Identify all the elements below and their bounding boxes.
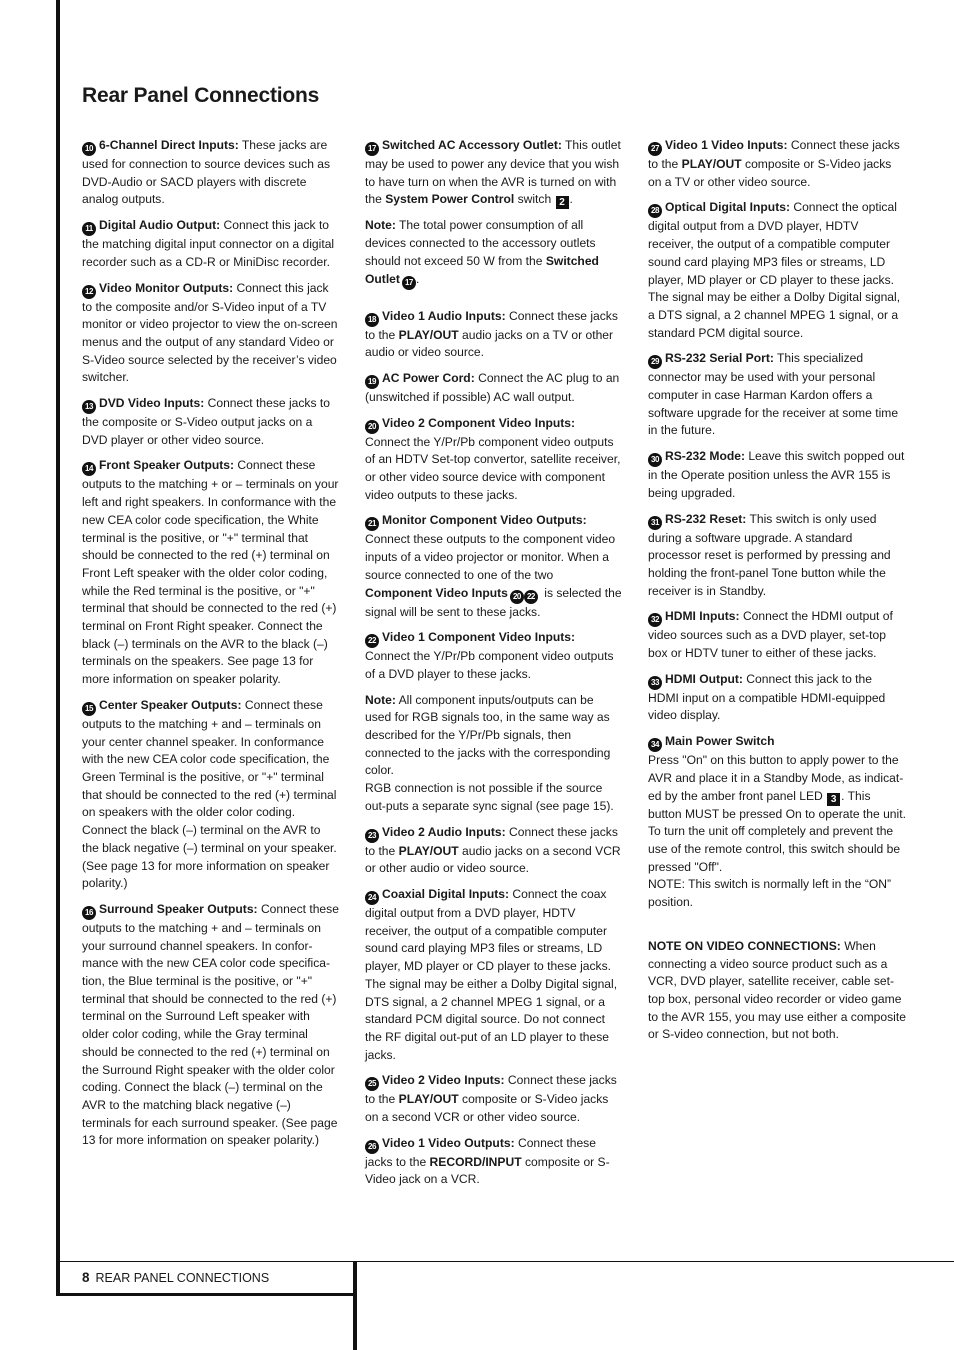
item-11: 11 Digital Audio Output: Connect this jack to the matching digital input connector on a digital recorder such as a CD-R or MiniDisc recorder. [82,218,335,269]
footer-rule [56,1261,954,1262]
column-3 [648,137,906,1052]
number-badge: 33 [648,676,662,690]
item-29: 29 RS-232 Serial Port: This specialized connector may be used with your personal computer in case Harman Kardon offers a software upgrade for the receiver at some time in the future. [648,351,899,438]
item-34: 34 Main Power Switch Press "On" on this button to apply power to the AVR and place it in a Standby Mode, as indicat-ed by the amber front panel LED 3 . This button MUST be pressed On to operate the unit. To turn the unit off completely and prevent the use of the remote control, this switch should be pressed "Off". NOTE: This switch is normally left in the “ON” position. [648,734,906,910]
number-badge: 16 [82,906,96,920]
number-badge: 32 [648,613,662,627]
reference-square: 3 [827,793,840,806]
footer-underline-rule [56,1293,356,1296]
item-13: 13 DVD Video Inputs: Connect these jacks to the composite or S-Video output jacks on a DVD player or other video source. [82,396,330,447]
number-badge: 20 [365,420,379,434]
number-badge: 30 [648,453,662,467]
item-20: 20 Video 2 Component Video Inputs: Connect the Y/Pr/Pb component video outputs of an HDTV Set-top convertor, satellite receiver, or other video source device with component video outputs to these jacks. [365,415,621,502]
number-badge: 12 [82,285,96,299]
left-margin-rule [56,0,60,1296]
column-1 [82,137,340,1158]
number-badge: 15 [82,702,96,716]
footer-divider-rule [353,1261,357,1350]
number-badge: 26 [365,1140,379,1154]
number-badge: 17 [402,276,416,290]
item-12: 12 Video Monitor Outputs: Connect this jack to the composite and/or S-Video input of a TV monitor or video projector to view the on-screen menus and the output of any standard Video or S-Video source selected by the receiver’s video switcher. [82,280,338,385]
item-23: 23 Video 2 Audio Inputs: Connect these jacks to the PLAY/OUT audio jacks on a second VCR or other audio or video source. [365,824,621,876]
number-badge: 11 [82,222,96,236]
item-33: 33 HDMI Output: Connect this jack to the HDMI input on a compatible HDMI-equipped video display. [648,671,886,723]
note-rgb: Note: All component inputs/outputs can be used for RGB signals too, in the same way as described for the Y/Pr/Pb signals, then connected to the jacks with the corresponding color. RGB connection is not possible if the source out-puts a separate sync signal (see page 15). [365,692,614,813]
number-badge: 28 [648,204,662,218]
page-title: Rear Panel Connections [82,84,320,107]
footer-section-label: REAR PANEL CONNECTIONS [95,1271,270,1285]
item-30: 30 RS-232 Mode: Leave this switch popped out in the Operate position unless the AVR 155 is being upgraded. [648,449,905,500]
number-badge: 25 [365,1077,379,1091]
column-2 [365,137,623,1197]
item-28: 28 Optical Digital Inputs: Connect the optical digital output from a DVD player, HDTV receiver, the output of a compatible computer sound card playing MP3 files or streams, LD player, MD player or CD player to these jacks. The signal may be either a Dolby Digital signal, a DTS signal, a 2 channel MPEG 1 signal, or a standard PCM digital source. [648,200,901,340]
item-26: 26 Video 1 Video Outputs: Connect these jacks to the RECORD/INPUT composite or S-Video jack on a VCR. [365,1135,610,1187]
number-badge: 18 [365,313,379,327]
item-21: 21 Monitor Component Video Outputs: Connect these outputs to the component video inputs of a video projector or monitor. When a source connected to one of the two Component Video Inputs 20 22 is selected the signal will be sent to these jacks. [365,513,622,619]
number-badge: 22 [365,634,379,648]
item-16: 16 Surround Speaker Outputs: Connect these outputs to the matching + and – terminals on your surround channel speakers. In confor-mance with the new CEA color code specifica-tion, the Blue terminal is the positive, or "+" terminal that should be connected to the red (+) terminal on the Surround Left speaker with older color coding, while the Gray terminal should be connected to the red (+) terminal on the Surround Right speaker with the older color coding. Connect the black (–) terminal on the AVR to the matching black negative (–) terminals for each surround speaker. (See page 13 for more information on speaker polarity.) [82,901,339,1148]
page-footer [82,1270,269,1285]
reference-square: 2 [556,196,569,209]
number-badge: 17 [365,142,379,156]
number-badge: 29 [648,355,662,369]
item-17: 17 Switched AC Accessory Outlet: This outlet may be used to power any device that you wish to have turn on when the AVR is turned on with the System Power Control switch 2 . [365,138,621,209]
number-badge: 20 [510,590,524,604]
number-badge: 34 [648,738,662,752]
item-32: 32 HDMI Inputs: Connect the HDMI output of video sources such as a DVD player, set-top box or HDTV tuner to either of these jacks. [648,609,893,661]
item-15: 15 Center Speaker Outputs: Connect these outputs to the matching + and – terminals on your center channel speaker. In conformance with the new CEA color code specification, the Green Terminal is the positive, or "+" terminal that should be connected to the red (+) terminal on speakers with the older color coding. Connect the black (–) terminal on the AVR to the black negative (–) terminal on your speaker. (See page 13 for more information on speaker polarity.) [82,697,337,891]
number-badge: 19 [365,375,379,389]
number-badge: 23 [365,829,379,843]
item-10: 10 6-Channel Direct Inputs: These jacks are used for connection to source devices such as DVD-Audio or SACD players with discrete analog outputs. [82,138,331,207]
number-badge: 27 [648,142,662,156]
number-badge: 24 [365,891,379,905]
note-video-connections: NOTE ON VIDEO CONNECTIONS: When connecting a video source product such as a VCR, DVD player, satellite receiver, cable set-top box, personal video recorder or video game to the AVR 155, you may use either a composite or S-video connection, but not both. [648,938,906,1042]
item-14: 14 Front Speaker Outputs: Connect these outputs to the matching + or – terminals on your left and right speakers. In conformance with the new CEA color code specification, the White terminal is the positive, or "+" terminal that should be connected to the red (+) terminal on Front Left speaker with the older color coding, while the Red terminal is the positive, or "+" terminal that should be connected to the red (+) terminal on Front Right speaker. Connect the black (–) terminals on the AVR to the black (–) terminals on the speakers. See page 13 for more information on speaker polarity. [82,458,339,687]
number-badge: 22 [524,590,538,604]
page-number: 8 [82,1270,90,1285]
number-badge: 14 [82,462,96,476]
number-badge: 21 [365,517,379,531]
number-badge: 10 [82,142,96,156]
item-27: 27 Video 1 Video Inputs: Connect these jacks to the PLAY/OUT composite or S-Video jacks on a TV or other video source. [648,138,900,189]
item-18: 18 Video 1 Audio Inputs: Connect these jacks to the PLAY/OUT audio jacks on a TV or other audio or video source. [365,308,618,360]
item-25: 25 Video 2 Video Inputs: Connect these jacks to the PLAY/OUT composite or S-Video jacks on a second VCR or other video source. [365,1073,617,1125]
number-badge: 13 [82,400,96,414]
number-badge: 31 [648,516,662,530]
item-24: 24 Coaxial Digital Inputs: Connect the coax digital output from a DVD player, HDTV receiver, the output of a compatible computer sound card playing MP3 files or streams, LD player, MD player or CD player to these jacks. The signal may be either a Dolby Digital signal, DTS signal, a 2 channel MPEG 1 signal, or a standard PCM digital source. Do not connect the RF digital out-put of an LD player to these jacks. [365,886,618,1062]
item-19: 19 AC Power Cord: Connect the AC plug to an (unswitched if possible) AC wall output. [365,370,620,404]
note-power-consumption: Note: The total power consumption of all devices connected to the accessory outlets should not exceed 50 W from the Switched Outlet 17 . [365,217,623,289]
item-22: 22 Video 1 Component Video Inputs: Connect the Y/Pr/Pb component video outputs of a DVD player to these jacks. [365,630,614,681]
item-31: 31 RS-232 Reset: This switch is only used during a software upgrade. A standard processor reset is performed by pressing and holding the front-panel Tone button while the receiver is in Standby. [648,511,891,598]
